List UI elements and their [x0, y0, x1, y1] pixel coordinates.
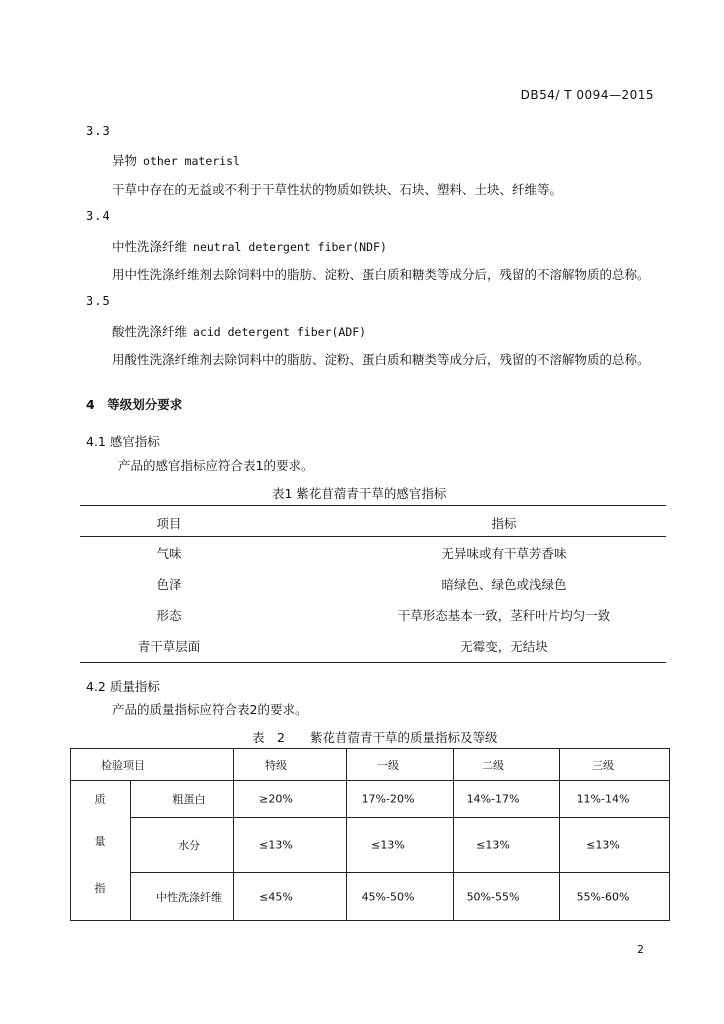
subsection-heading: 4.1 感官指标 — [86, 434, 160, 449]
term-zh: 酸性洗涤纤维 — [112, 324, 188, 339]
table-rule — [346, 749, 347, 920]
quality-table — [70, 748, 670, 921]
table-cell: 干草形态基本一致，茎秆叶片均匀一致 — [397, 608, 611, 623]
table-rule — [559, 749, 560, 920]
group-label-char: 指 — [94, 882, 106, 895]
table-header: 二级 — [482, 759, 504, 772]
table-cell: 形态 — [156, 608, 182, 623]
term-number: 3.3 — [86, 124, 111, 138]
table-header: 指标 — [491, 516, 517, 531]
group-label-char: 质 — [94, 793, 106, 806]
term-number: 3.5 — [86, 294, 111, 308]
table-header: 检验项目 — [101, 759, 145, 772]
term-zh: 中性洗涤纤维 — [112, 239, 188, 254]
table-cell: ≤13% — [476, 838, 510, 852]
table-rule — [130, 817, 669, 818]
table-cell: 色泽 — [156, 577, 182, 592]
table-header: 项目 — [156, 516, 182, 531]
table-header: 特级 — [265, 759, 287, 772]
table-rule — [130, 872, 669, 873]
table-header: 三级 — [592, 759, 614, 772]
term-en: other materisl — [143, 154, 240, 168]
table-cell: 水分 — [178, 839, 200, 852]
term-definition: 用中性洗涤纤维剂去除饲料中的脂肪、淀粉、蛋白质和糖类等成分后，残留的不溶解物质的总称。 — [112, 267, 650, 282]
section-heading: 4 等级划分要求 — [86, 397, 183, 412]
term-title — [112, 237, 387, 255]
table-cell: 无霉变，无结块 — [460, 639, 548, 654]
group-label-char: 量 — [94, 835, 106, 848]
term-definition: 用酸性洗涤纤维剂去除饲料中的脂肪、淀粉、蛋白质和糖类等成分后，残留的不溶解物质的总称。 — [112, 352, 650, 367]
term-en: neutral detergent fiber(NDF) — [193, 240, 387, 254]
table-cell: 11%-14% — [576, 792, 630, 806]
subsection-text: 产品的质量指标应符合表2的要求。 — [112, 702, 308, 717]
table-header: 一级 — [377, 759, 399, 772]
table-cell: ≤13% — [586, 838, 620, 852]
term-zh: 异物 — [112, 153, 138, 168]
table-cell: ≤13% — [259, 838, 293, 852]
sensory-table — [80, 505, 666, 663]
table-cell: 45%-50% — [361, 890, 415, 904]
table-rule — [80, 662, 666, 663]
page-number: 2 — [637, 943, 644, 956]
subsection-text: 产品的感官指标应符合表1的要求。 — [118, 458, 314, 473]
table-cell: 50%-55% — [466, 890, 520, 904]
term-title — [112, 151, 240, 169]
table-rule — [130, 780, 131, 920]
table-cell: ≤45% — [259, 890, 293, 904]
table-cell: 17%-20% — [361, 792, 415, 806]
table-cell: 暗绿色、绿色或浅绿色 — [441, 577, 567, 592]
table-cell: ≤13% — [371, 838, 405, 852]
document-code: DB54/ T 0094—2015 — [520, 88, 654, 102]
term-definition: 干草中存在的无益或不利于干草性状的物质如铁块、石块、塑料、土块、纤维等。 — [112, 182, 563, 197]
table-cell: 气味 — [156, 546, 182, 561]
table-cell: 55%-60% — [576, 890, 630, 904]
table-rule — [233, 749, 234, 920]
table-cell: 青干草层面 — [137, 639, 201, 654]
table-cell: 中性洗涤纤维 — [156, 891, 222, 904]
term-number: 3.4 — [86, 209, 111, 223]
table-rule — [80, 536, 666, 537]
term-en: acid detergent fiber(ADF) — [193, 325, 367, 339]
table-caption: 表 2 紫花苜蓿青干草的质量指标及等级 — [252, 730, 498, 745]
subsection-heading: 4.2 质量指标 — [86, 679, 160, 694]
table-rule — [71, 780, 669, 781]
term-title — [112, 322, 366, 340]
table-cell: ≥20% — [259, 792, 293, 806]
table-cell: 14%-17% — [466, 792, 520, 806]
table-caption: 表1 紫花苜蓿青干草的感官指标 — [272, 486, 447, 501]
table-cell: 无异味或有干草芳香味 — [441, 546, 567, 561]
table-rule — [453, 749, 454, 920]
table-rule — [80, 505, 666, 506]
table-cell: 粗蛋白 — [172, 793, 206, 806]
